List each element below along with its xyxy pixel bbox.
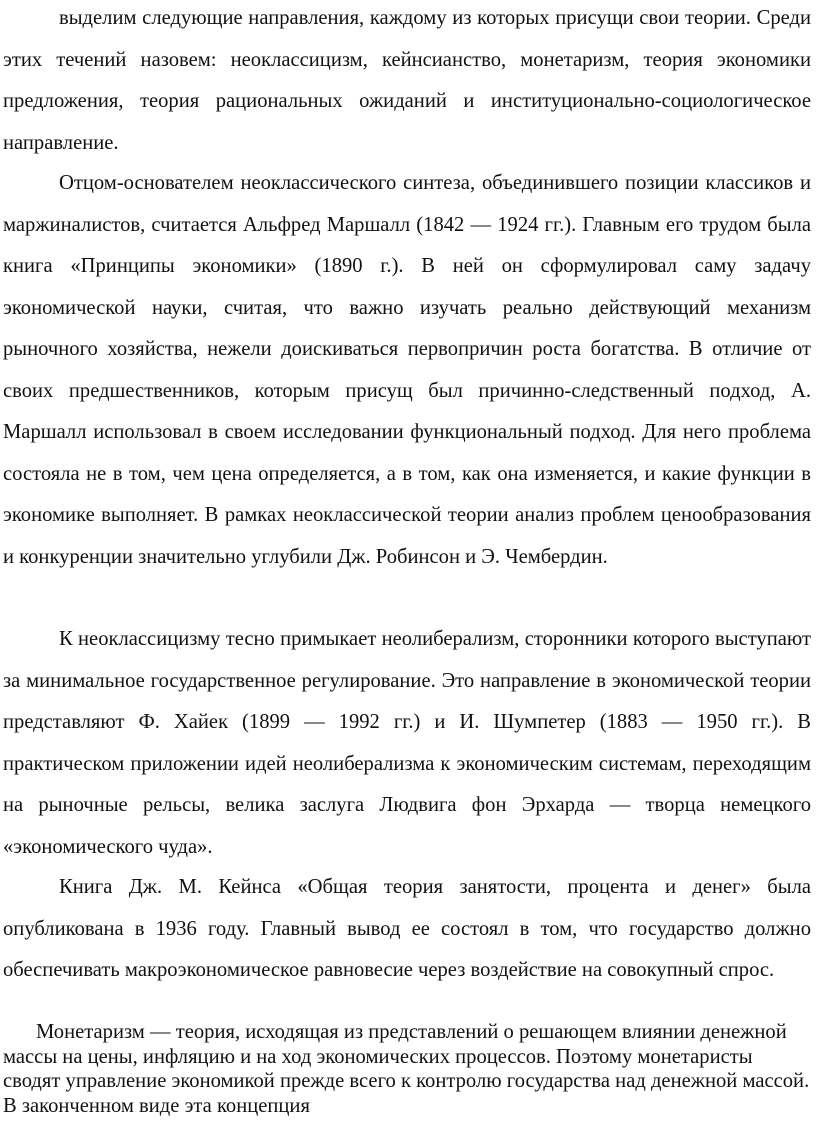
paragraph-monetarism: Монетаризм — теория, исходящая из представлений о решающем влиянии денежной массы на цены, инфляцию и на ход экономических процессов. Поэтому монетаристы сводят управление экономикой прежде всего к контролю государства над денежной массой. В законченном виде эта концепция [3,1021,810,1117]
paragraph-keynes: Книга Дж. М. Кейнса «Общая теория занятости, процента и денег» была опубликована в 1936 году. Главный вывод ее состоял в том, что государство должно обеспечивать макроэкономическое равновесие через воздействие на совокупный спрос. [3,876,811,981]
paragraph-marshall: Отцом-основателем неоклассического синтеза, объединившего позиции классиков и маржиналистов, считается Альфред Маршалл (1842 — 1924 гг.). Главным его трудом была книга «Принципы экономики» (1890 г.). В ней он сформулировал саму задачу экономической науки, считая, что важно изучать реально действующий механизм рыночного хозяйства, нежели доискиваться первопричин роста богатства. В отличие от своих предшественников, которым присущ был причинно-следственный подход, А. Маршалл использовал в своем исследовании функциональный подход. Для него проблема состояла не в том, чем цена определяется, а в том, как она изменяется, и какие функции в экономике выполняет. В рамках неоклассической теории анализ проблем ценообразования и конкуренции значительно углубили Дж. Робинсон и Э. Чембердин. [3,172,811,568]
paragraph-directions: выделим следующие направления, каждому из которых присущи свои теории. Среди этих течений назовем: неоклассицизм, кейнсианство, монетаризм, теория экономики предложения, теория рациональных ожиданий и институционально-социологическое направление. [3,7,811,154]
paragraph-neoliberalism: К неоклассицизму тесно примыкает неолиберализм, сторонники которого выступают за минимальное государственное регулирование. Это направление в экономической теории представляют Ф. Хайек (1899 — 1992 гг.) и И. Шумпетер (1883 — 1950 гг.). В практическом приложении идей неолиберализма к экономическим системам, переходящим на рыночные рельсы, велика заслуга Людвига фон Эрхарда — творца немецкого «экономического чуда». [3,628,811,858]
